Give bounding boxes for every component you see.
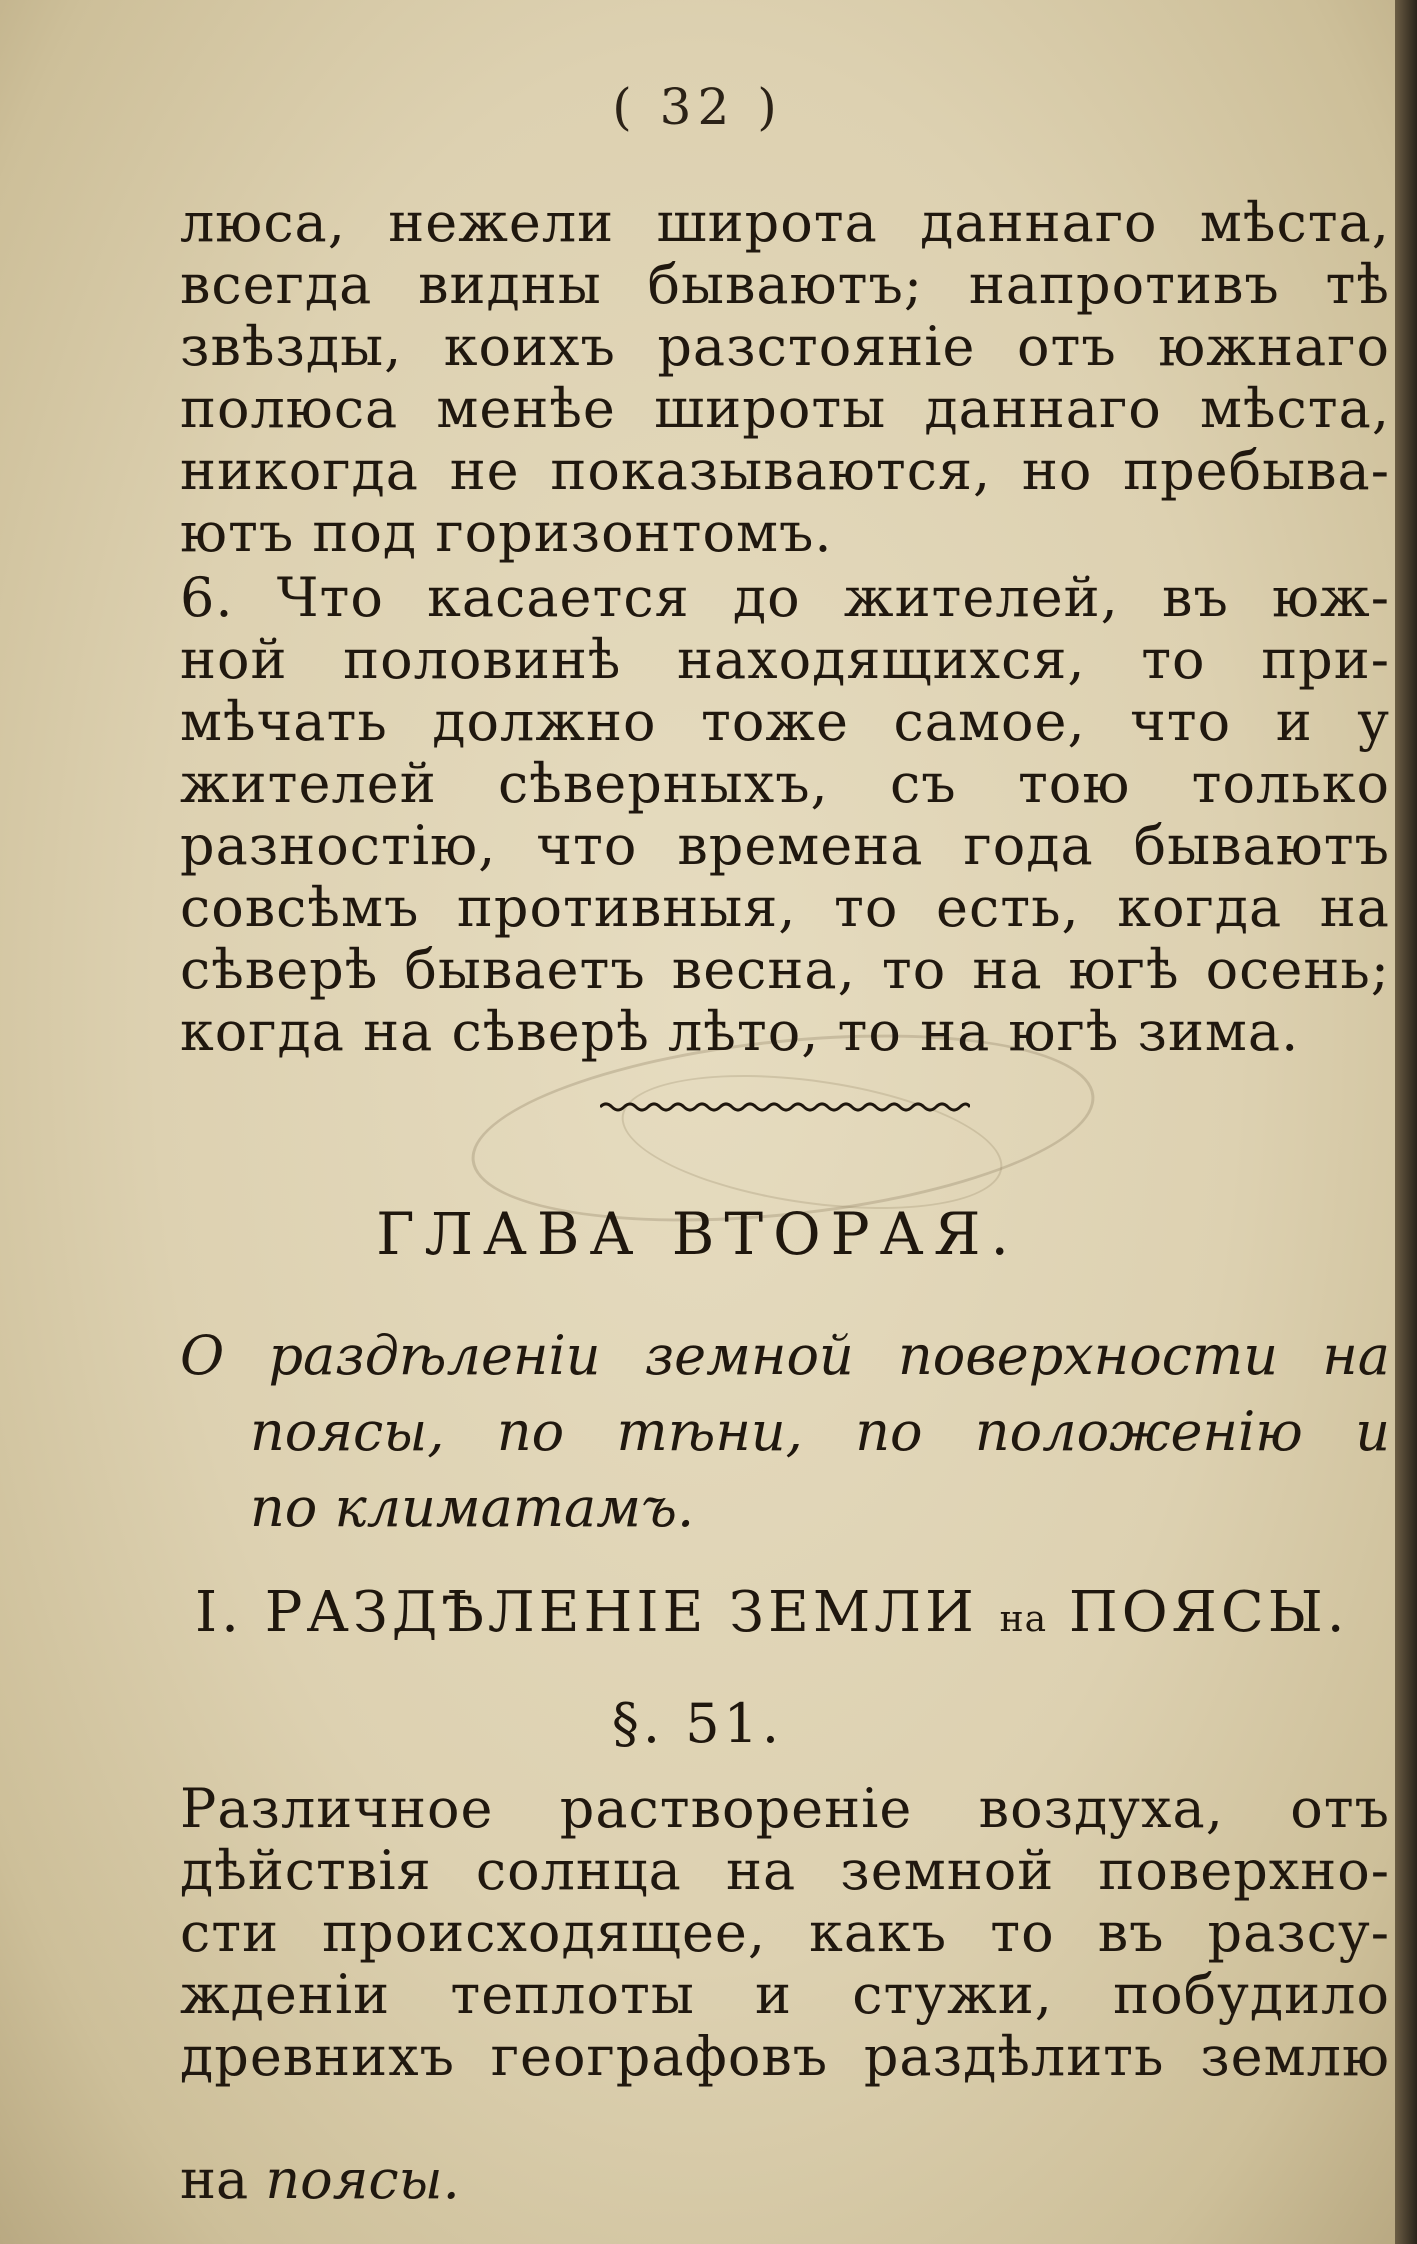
word: земной	[840, 1839, 1055, 1902]
word: осень;	[1205, 938, 1390, 1001]
text-line	[180, 1964, 1390, 2026]
word: О	[180, 1324, 225, 1387]
word: до	[732, 566, 801, 629]
text-line	[180, 378, 1390, 440]
section-heading	[195, 1580, 1349, 1645]
word: при-	[1261, 628, 1390, 691]
word: жителей	[180, 752, 437, 815]
text-line	[180, 1318, 1390, 1394]
word: весна,	[671, 938, 856, 1001]
word: у	[1357, 690, 1390, 753]
text-line	[180, 254, 1390, 316]
text-line	[180, 316, 1390, 378]
word: дѣйствiя	[180, 1839, 432, 1902]
word: по	[496, 1400, 565, 1463]
word: не	[449, 439, 520, 502]
last-line-prefix: на	[180, 2148, 266, 2211]
word: стужи,	[852, 1963, 1053, 2026]
word: поясы,	[250, 1400, 445, 1463]
word: южнаго	[1158, 315, 1390, 378]
word: солнца	[475, 1839, 682, 1902]
word: землю	[1200, 2025, 1390, 2088]
word: въ	[1162, 566, 1229, 629]
word: раздѣлить	[863, 2025, 1165, 2088]
word: на	[972, 938, 1043, 1001]
word: разстоянiе	[657, 315, 976, 378]
word: въ	[1097, 1901, 1165, 1964]
word: по климатамъ.	[250, 1476, 695, 1539]
last-line-italic: поясы.	[265, 2148, 460, 2211]
word: и	[1275, 690, 1313, 753]
word: югѣ	[1068, 938, 1180, 1001]
word: побудило	[1113, 1963, 1390, 2026]
text-line	[180, 1840, 1390, 1902]
word: отъ	[1017, 315, 1117, 378]
word: жденiи	[180, 1963, 391, 2026]
word: разсу-	[1207, 1901, 1390, 1964]
chapter-subtitle	[180, 1318, 1390, 1546]
paragraph-2	[180, 567, 1390, 1063]
word: что	[1130, 690, 1232, 753]
word: земной	[644, 1324, 854, 1387]
text-line	[180, 567, 1390, 629]
word: только	[1191, 752, 1390, 815]
word: видны	[418, 253, 602, 316]
word: тѣ	[1325, 253, 1390, 316]
word: жителей,	[843, 566, 1119, 629]
word: касается	[427, 566, 690, 629]
word: то	[881, 938, 947, 1001]
chapter-title: ГЛАВА ВТОРАЯ.	[376, 1200, 1019, 1268]
word: Различное	[180, 1777, 494, 1840]
word: происходящее,	[322, 1901, 767, 1964]
word: противныя,	[456, 876, 797, 939]
ornamental-divider	[600, 1100, 970, 1114]
word: древнихъ	[180, 2025, 455, 2088]
word: на	[725, 1839, 797, 1902]
word: раздѣленiи	[268, 1324, 601, 1387]
word: и	[1355, 1400, 1390, 1463]
text-line	[180, 1778, 1390, 1840]
word: что	[536, 814, 638, 877]
text-line	[180, 1001, 1390, 1063]
word: сти	[180, 1901, 280, 1964]
word: даннаго	[924, 377, 1162, 440]
word: мѣчать	[180, 690, 388, 753]
word: мѣста,	[1199, 377, 1390, 440]
text-line	[180, 939, 1390, 1001]
word: теплоты	[450, 1963, 695, 2026]
word: то	[1141, 628, 1206, 691]
text-line	[180, 1902, 1390, 1964]
word: полюса	[180, 377, 399, 440]
page-edge	[1395, 0, 1417, 2244]
word: по	[855, 1400, 923, 1463]
text-line	[180, 815, 1390, 877]
word: показываются,	[550, 439, 992, 502]
word: ютъ под горизонтомъ.	[180, 501, 833, 564]
word: бываетъ	[404, 938, 646, 1001]
word: поверхно-	[1098, 1839, 1390, 1902]
word: и	[755, 1963, 793, 2026]
section-heading-small: на	[999, 1599, 1048, 1640]
word: 6.	[180, 566, 234, 629]
word: географовъ	[490, 2025, 829, 2088]
text-line	[180, 877, 1390, 939]
section-heading-prefix: I. РАЗДѢЛЕНIЕ ЗЕМЛИ	[195, 1580, 1000, 1645]
word: нежели	[388, 191, 615, 254]
word: менѣе	[436, 377, 616, 440]
word: находящихся,	[676, 628, 1086, 691]
word: какъ	[809, 1901, 948, 1964]
page-number: ( 32 )	[612, 78, 783, 136]
word: даннаго	[920, 191, 1158, 254]
word: ной	[180, 628, 288, 691]
word: сѣверѣ	[180, 938, 379, 1001]
word: самое,	[893, 690, 1086, 753]
word: воздуха,	[978, 1777, 1224, 1840]
paragraph-3	[180, 1778, 1390, 2088]
word: напротивъ	[968, 253, 1280, 316]
word: бываютъ	[1133, 814, 1390, 877]
text-line	[180, 502, 1390, 564]
text-line	[180, 753, 1390, 815]
word: Что	[276, 566, 384, 629]
word: на	[1319, 876, 1390, 939]
word: поверхности	[897, 1324, 1278, 1387]
word: половинѣ	[343, 628, 622, 691]
word: года	[963, 814, 1094, 877]
text-line	[180, 192, 1390, 254]
section-heading-suffix: ПОЯСЫ.	[1047, 1580, 1349, 1645]
word: есть,	[936, 876, 1080, 939]
word: отъ	[1290, 1777, 1390, 1840]
last-line	[180, 2148, 460, 2211]
word: когда на сѣверѣ лѣто, то на югѣ зима.	[180, 1000, 1300, 1063]
word: тѣни,	[616, 1400, 803, 1463]
word: юж-	[1272, 566, 1390, 629]
text-line	[180, 691, 1390, 753]
word: пребыва-	[1123, 439, 1390, 502]
word: сѣверныхъ,	[498, 752, 829, 815]
word: но	[1021, 439, 1093, 502]
paragraph-1	[180, 192, 1390, 564]
text-line	[180, 2026, 1390, 2088]
word: широта	[656, 191, 878, 254]
text-line	[180, 1394, 1390, 1470]
text-line	[180, 1470, 1390, 1546]
word: коихъ	[443, 315, 616, 378]
word: съ	[890, 752, 957, 815]
word: разностiю,	[180, 814, 497, 877]
word: то	[990, 1901, 1055, 1964]
word: тоже	[701, 690, 850, 753]
text-line	[180, 440, 1390, 502]
word: широты	[654, 377, 887, 440]
word: бываютъ;	[647, 253, 924, 316]
text-line	[180, 629, 1390, 691]
word: должно	[432, 690, 657, 753]
word: мѣста,	[1199, 191, 1390, 254]
word: звѣзды,	[180, 315, 403, 378]
word: никогда	[180, 439, 419, 502]
word: когда	[1117, 876, 1283, 939]
word: всегда	[180, 253, 373, 316]
word: люса,	[180, 191, 346, 254]
word: времена	[677, 814, 924, 877]
word: тою	[1017, 752, 1131, 815]
word: растворенiе	[559, 1777, 913, 1840]
word: то	[834, 876, 899, 939]
word: на	[1322, 1324, 1390, 1387]
word: положенiю	[974, 1400, 1303, 1463]
word: совсѣмъ	[180, 876, 420, 939]
paragraph-mark: §. 51.	[611, 1692, 784, 1755]
